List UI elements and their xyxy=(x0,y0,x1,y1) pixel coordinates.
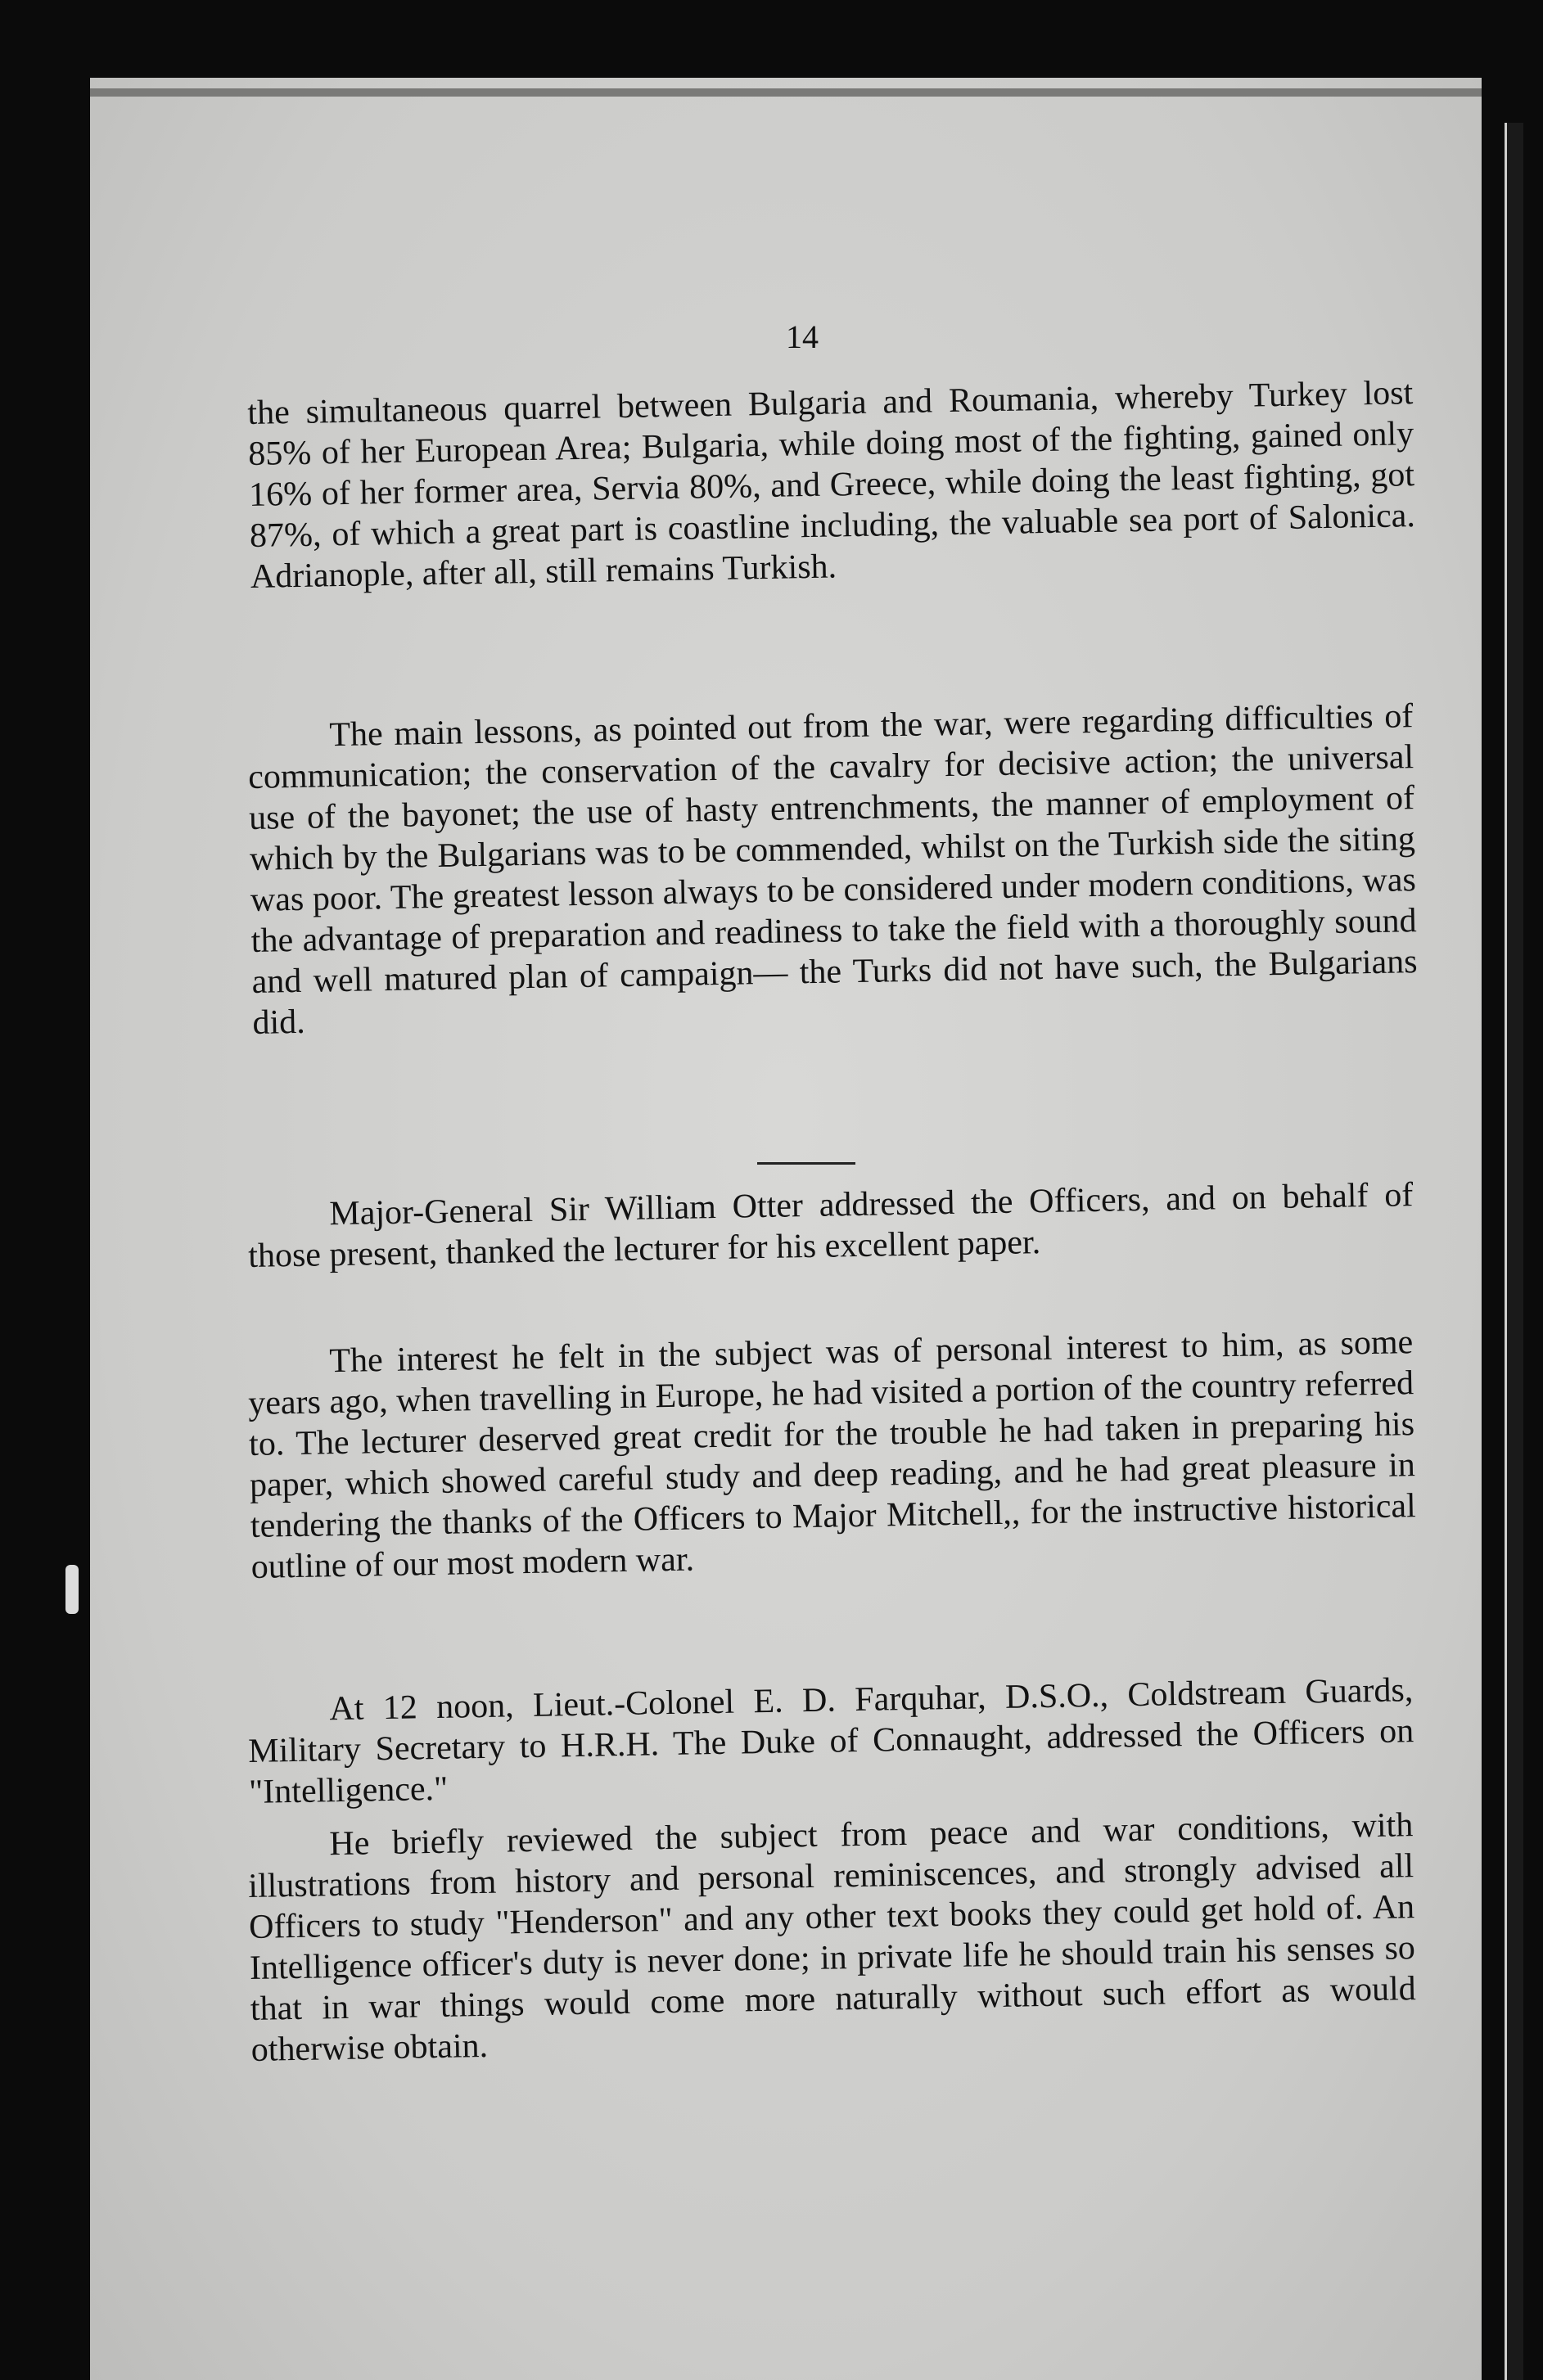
paragraph-text: the simultaneous quarrel between Bulgaria and Roumania, whereby Turkey lost 85% of her European Area; Bulgaria, while doing most of the fighting, gained only 16% of her former area, Servia 80%, and Greece, while doing the least fighting, got 87%, of which a great part is coastline including, the valuable sea port of Salonica. Adrianople, after all, still remains Turkish. xyxy=(247,374,1416,596)
page-top-edge xyxy=(90,88,1482,97)
section-divider xyxy=(757,1162,855,1165)
adjacent-page-edge xyxy=(1505,123,1523,2380)
paragraph-text: The main lessons, as pointed out from the war, were regarding difficulties of communication; the conservation of the cavalry for decisive action; the universal use of the bayonet; the use of hasty entrenchments, the manner of employment of which by the Bulgarians was to be commended, whilst on the Turkish side the siting was poor. The greatest lesson always to be considered under modern conditions, was the advantage of preparation and readiness to take the field with a thoroughly sound and well matured plan of campaign— the Turks did not have such, the Bulgarians did. xyxy=(247,697,1418,1042)
margin-mark xyxy=(65,1565,79,1614)
paragraph-text: At 12 noon, Lieut.-Colonel E. D. Farquhar, D.S.O., Coldstream Guards, Military Secretary to H.R.H. The Duke of Connaught, addressed the Officers on "Intelligence." xyxy=(247,1671,1414,1811)
paragraph-text: The interest he felt in the subject was of personal interest to him, as some years ago, when travelling in Europe, he had visited a portion of the country referred to. The lecturer deserved great credit for the trouble he had taken in preparing his paper, which showed careful study and deep reading, and he had great pleasure in tendering the thanks of the Officers to Major Mitchell,, for the instructive historical outline of our most modern war. xyxy=(247,1323,1417,1586)
paragraph-text: He briefly reviewed the subject from peace and war conditions, with illustrations from history and personal reminiscences, and strongly advised all Officers to study "Henderson" and any other text books they could get hold of. An Intelligence officer's duty is never done; in private life he should train his senses so that in war things would come more naturally without such effort as would otherwise obtain. xyxy=(247,1806,1417,2069)
paragraph-interest xyxy=(247,1322,1417,1588)
paragraph-farquhar xyxy=(247,1670,1414,1813)
paragraph-briefly-reviewed xyxy=(247,1805,1417,2071)
paragraph-main-lessons xyxy=(247,696,1419,1044)
paragraph-continuation xyxy=(247,372,1416,597)
paragraph-text: Major-General Sir William Otter addressed the Officers, and on behalf of those present, thanked the lecturer for his excellent paper. xyxy=(247,1176,1414,1275)
page-number: 14 xyxy=(786,318,819,355)
